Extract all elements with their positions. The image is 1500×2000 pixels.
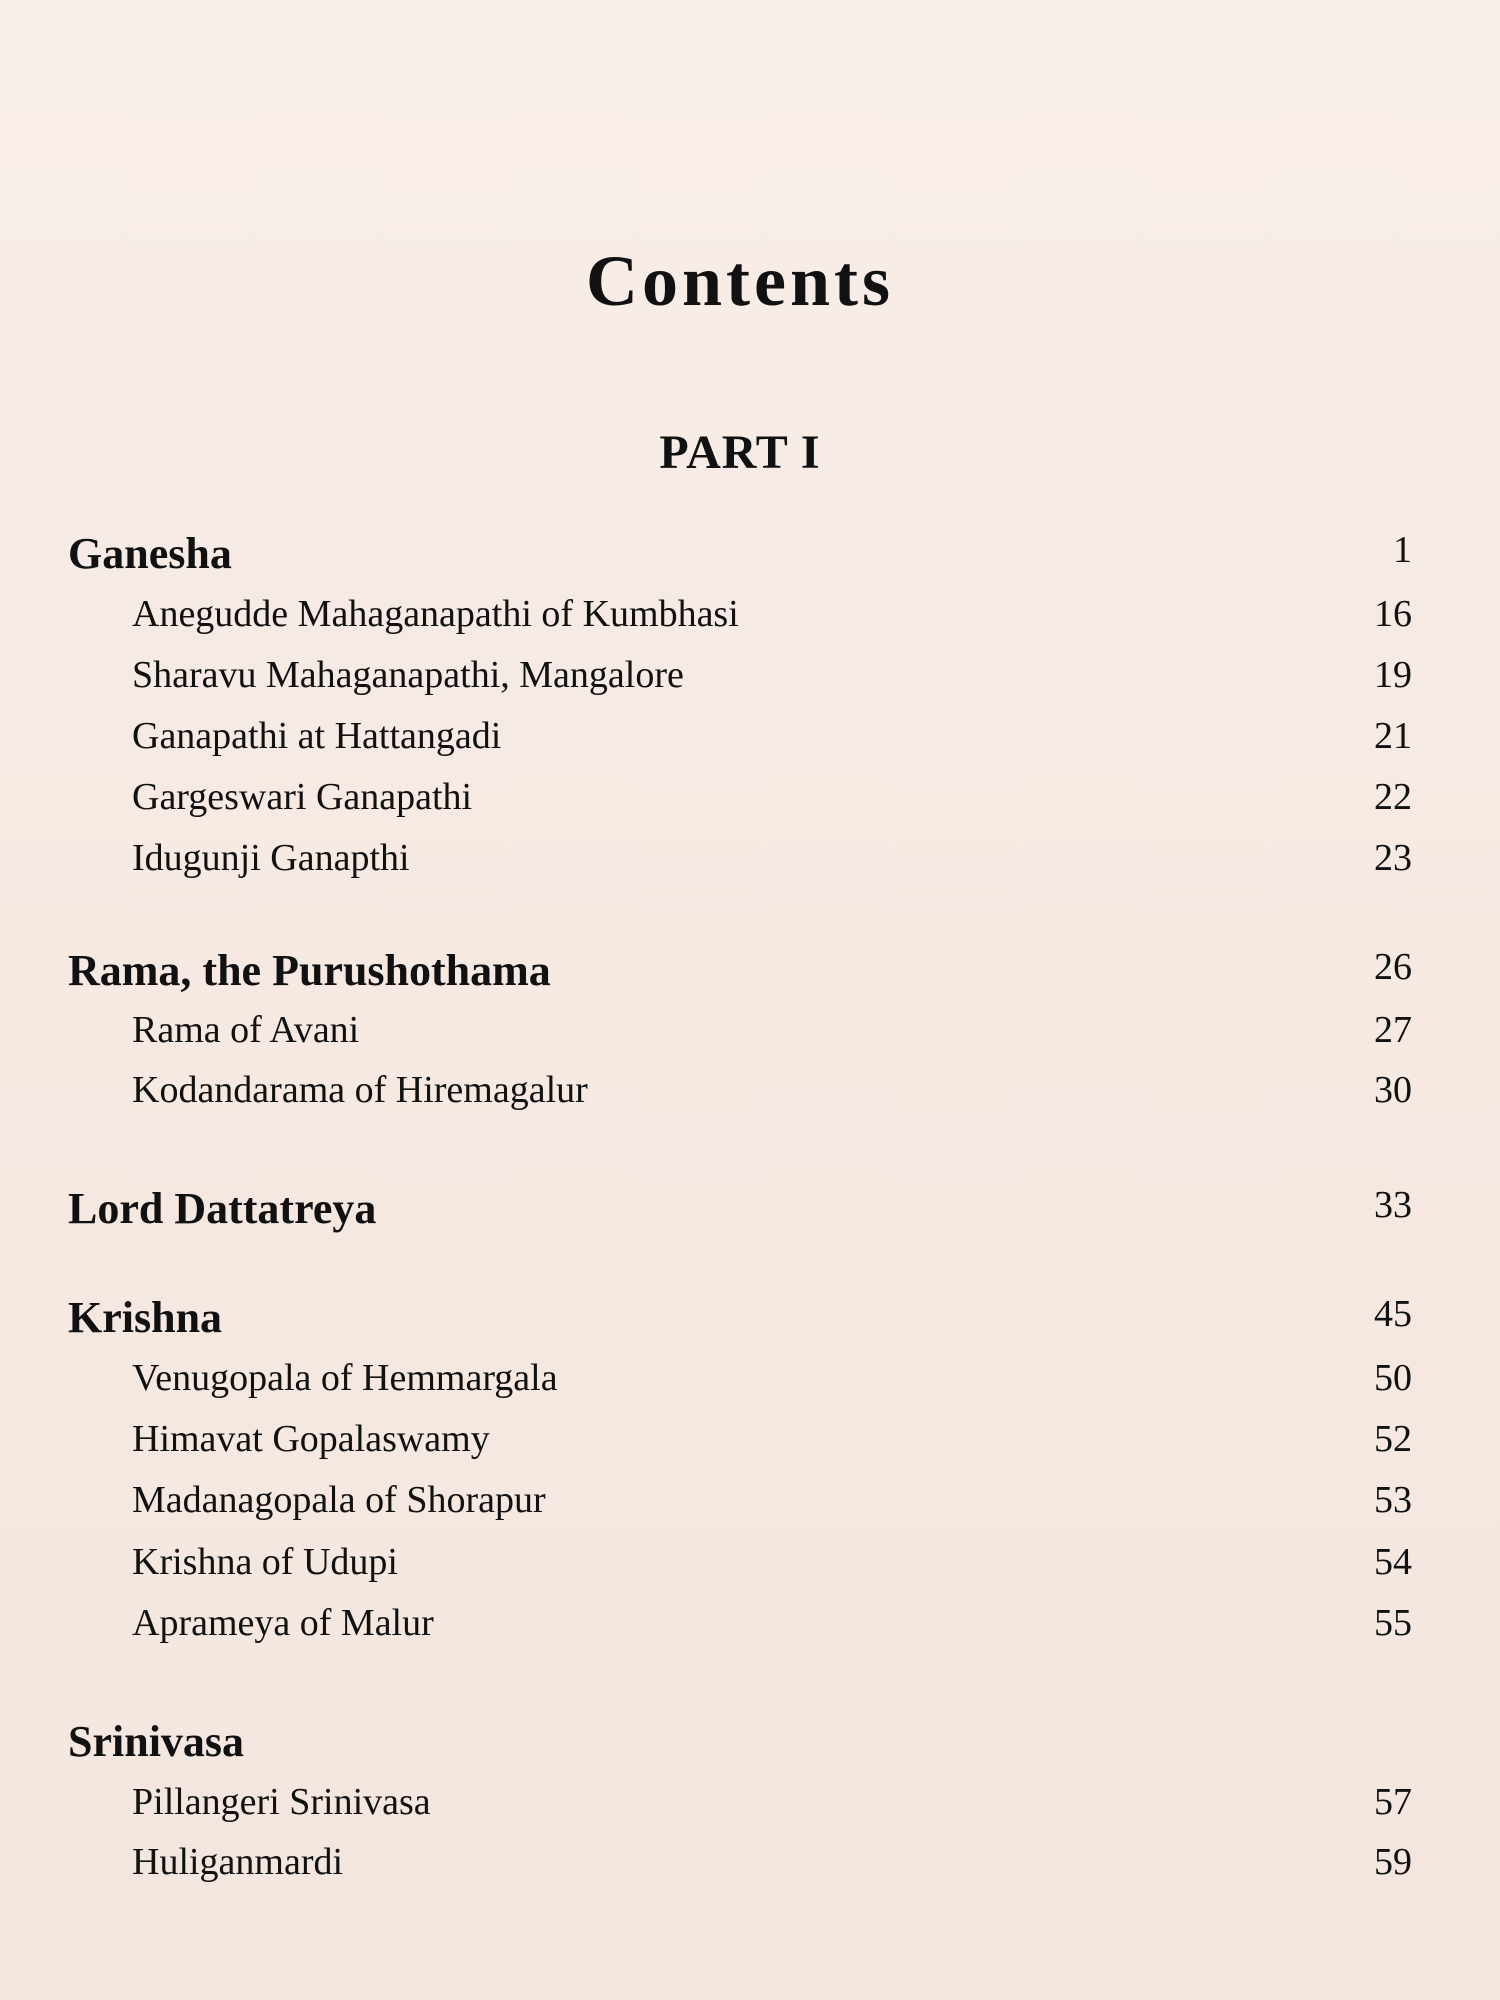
toc-page-number: 21 (1374, 715, 1412, 757)
toc-item (0, 1478, 1500, 1534)
toc-page-number: 27 (1374, 1009, 1412, 1051)
toc-page-number: 26 (1374, 946, 1412, 988)
toc-section-label: Krishna (68, 1293, 223, 1342)
toc-item (0, 653, 1500, 709)
toc-page-number: 50 (1374, 1357, 1412, 1399)
toc-item (0, 1356, 1500, 1412)
toc-item (0, 1840, 1500, 1896)
toc-item (0, 1780, 1500, 1836)
toc-page-number: 53 (1374, 1479, 1412, 1521)
toc-item-label: Sharavu Mahaganapathi, Mangalore (132, 654, 684, 696)
toc-section-label: Rama, the Purushothama (68, 946, 551, 995)
toc-item-label: Venugopala of Hemmargala (132, 1357, 558, 1399)
toc-item-label: Kodandarama of Hiremagalur (132, 1069, 588, 1111)
toc-page-number: 52 (1374, 1418, 1412, 1460)
toc-item (0, 1068, 1500, 1124)
toc-item (0, 714, 1500, 770)
part-heading: PART I (659, 426, 821, 479)
toc-item (0, 592, 1500, 648)
toc-page-number: 45 (1374, 1293, 1412, 1335)
toc-page-number: 23 (1374, 837, 1412, 879)
toc-section (0, 1292, 1500, 1348)
toc-item-label: Ganapathi at Hattangadi (132, 715, 502, 757)
toc-section-label: Lord Dattatreya (68, 1184, 377, 1233)
page-title: Contents (585, 241, 894, 321)
toc-item-label: Anegudde Mahaganapathi of Kumbhasi (132, 593, 739, 635)
toc-item-label: Idugunji Ganapthi (132, 837, 410, 879)
toc-section (0, 945, 1500, 1001)
toc-section-label: Srinivasa (68, 1717, 245, 1766)
toc-item-label: Huliganmardi (132, 1841, 344, 1883)
toc-page-number: 55 (1374, 1602, 1412, 1644)
toc-page-number: 54 (1374, 1541, 1412, 1583)
toc-item (0, 775, 1500, 831)
toc-item-label: Rama of Avani (132, 1009, 360, 1051)
toc-section (0, 1183, 1500, 1239)
toc-page-number: 1 (1393, 529, 1412, 571)
toc-page-number: 59 (1374, 1841, 1412, 1883)
toc-section (0, 528, 1500, 584)
toc-item-label: Krishna of Udupi (132, 1541, 398, 1583)
toc-section-label: Ganesha (68, 529, 232, 578)
toc-item (0, 1008, 1500, 1064)
toc-page-number: 57 (1374, 1781, 1412, 1823)
toc-page-number: 22 (1374, 776, 1412, 818)
toc-item (0, 1601, 1500, 1657)
toc-item-label: Gargeswari Ganapathi (132, 776, 473, 818)
toc-item-label: Aprameya of Malur (132, 1602, 434, 1644)
toc-item-label: Himavat Gopalaswamy (132, 1418, 490, 1460)
toc-item-label: Pillangeri Srinivasa (132, 1781, 431, 1823)
toc-page-number: 30 (1374, 1069, 1412, 1111)
toc-section (0, 1716, 1500, 1772)
toc-item (0, 836, 1500, 892)
toc-page-number: 19 (1374, 654, 1412, 696)
toc-item-label: Madanagopala of Shorapur (132, 1479, 546, 1521)
toc-page-number: 16 (1374, 593, 1412, 635)
toc-page-number: 33 (1374, 1184, 1412, 1226)
toc-item (0, 1417, 1500, 1473)
toc-item (0, 1540, 1500, 1596)
